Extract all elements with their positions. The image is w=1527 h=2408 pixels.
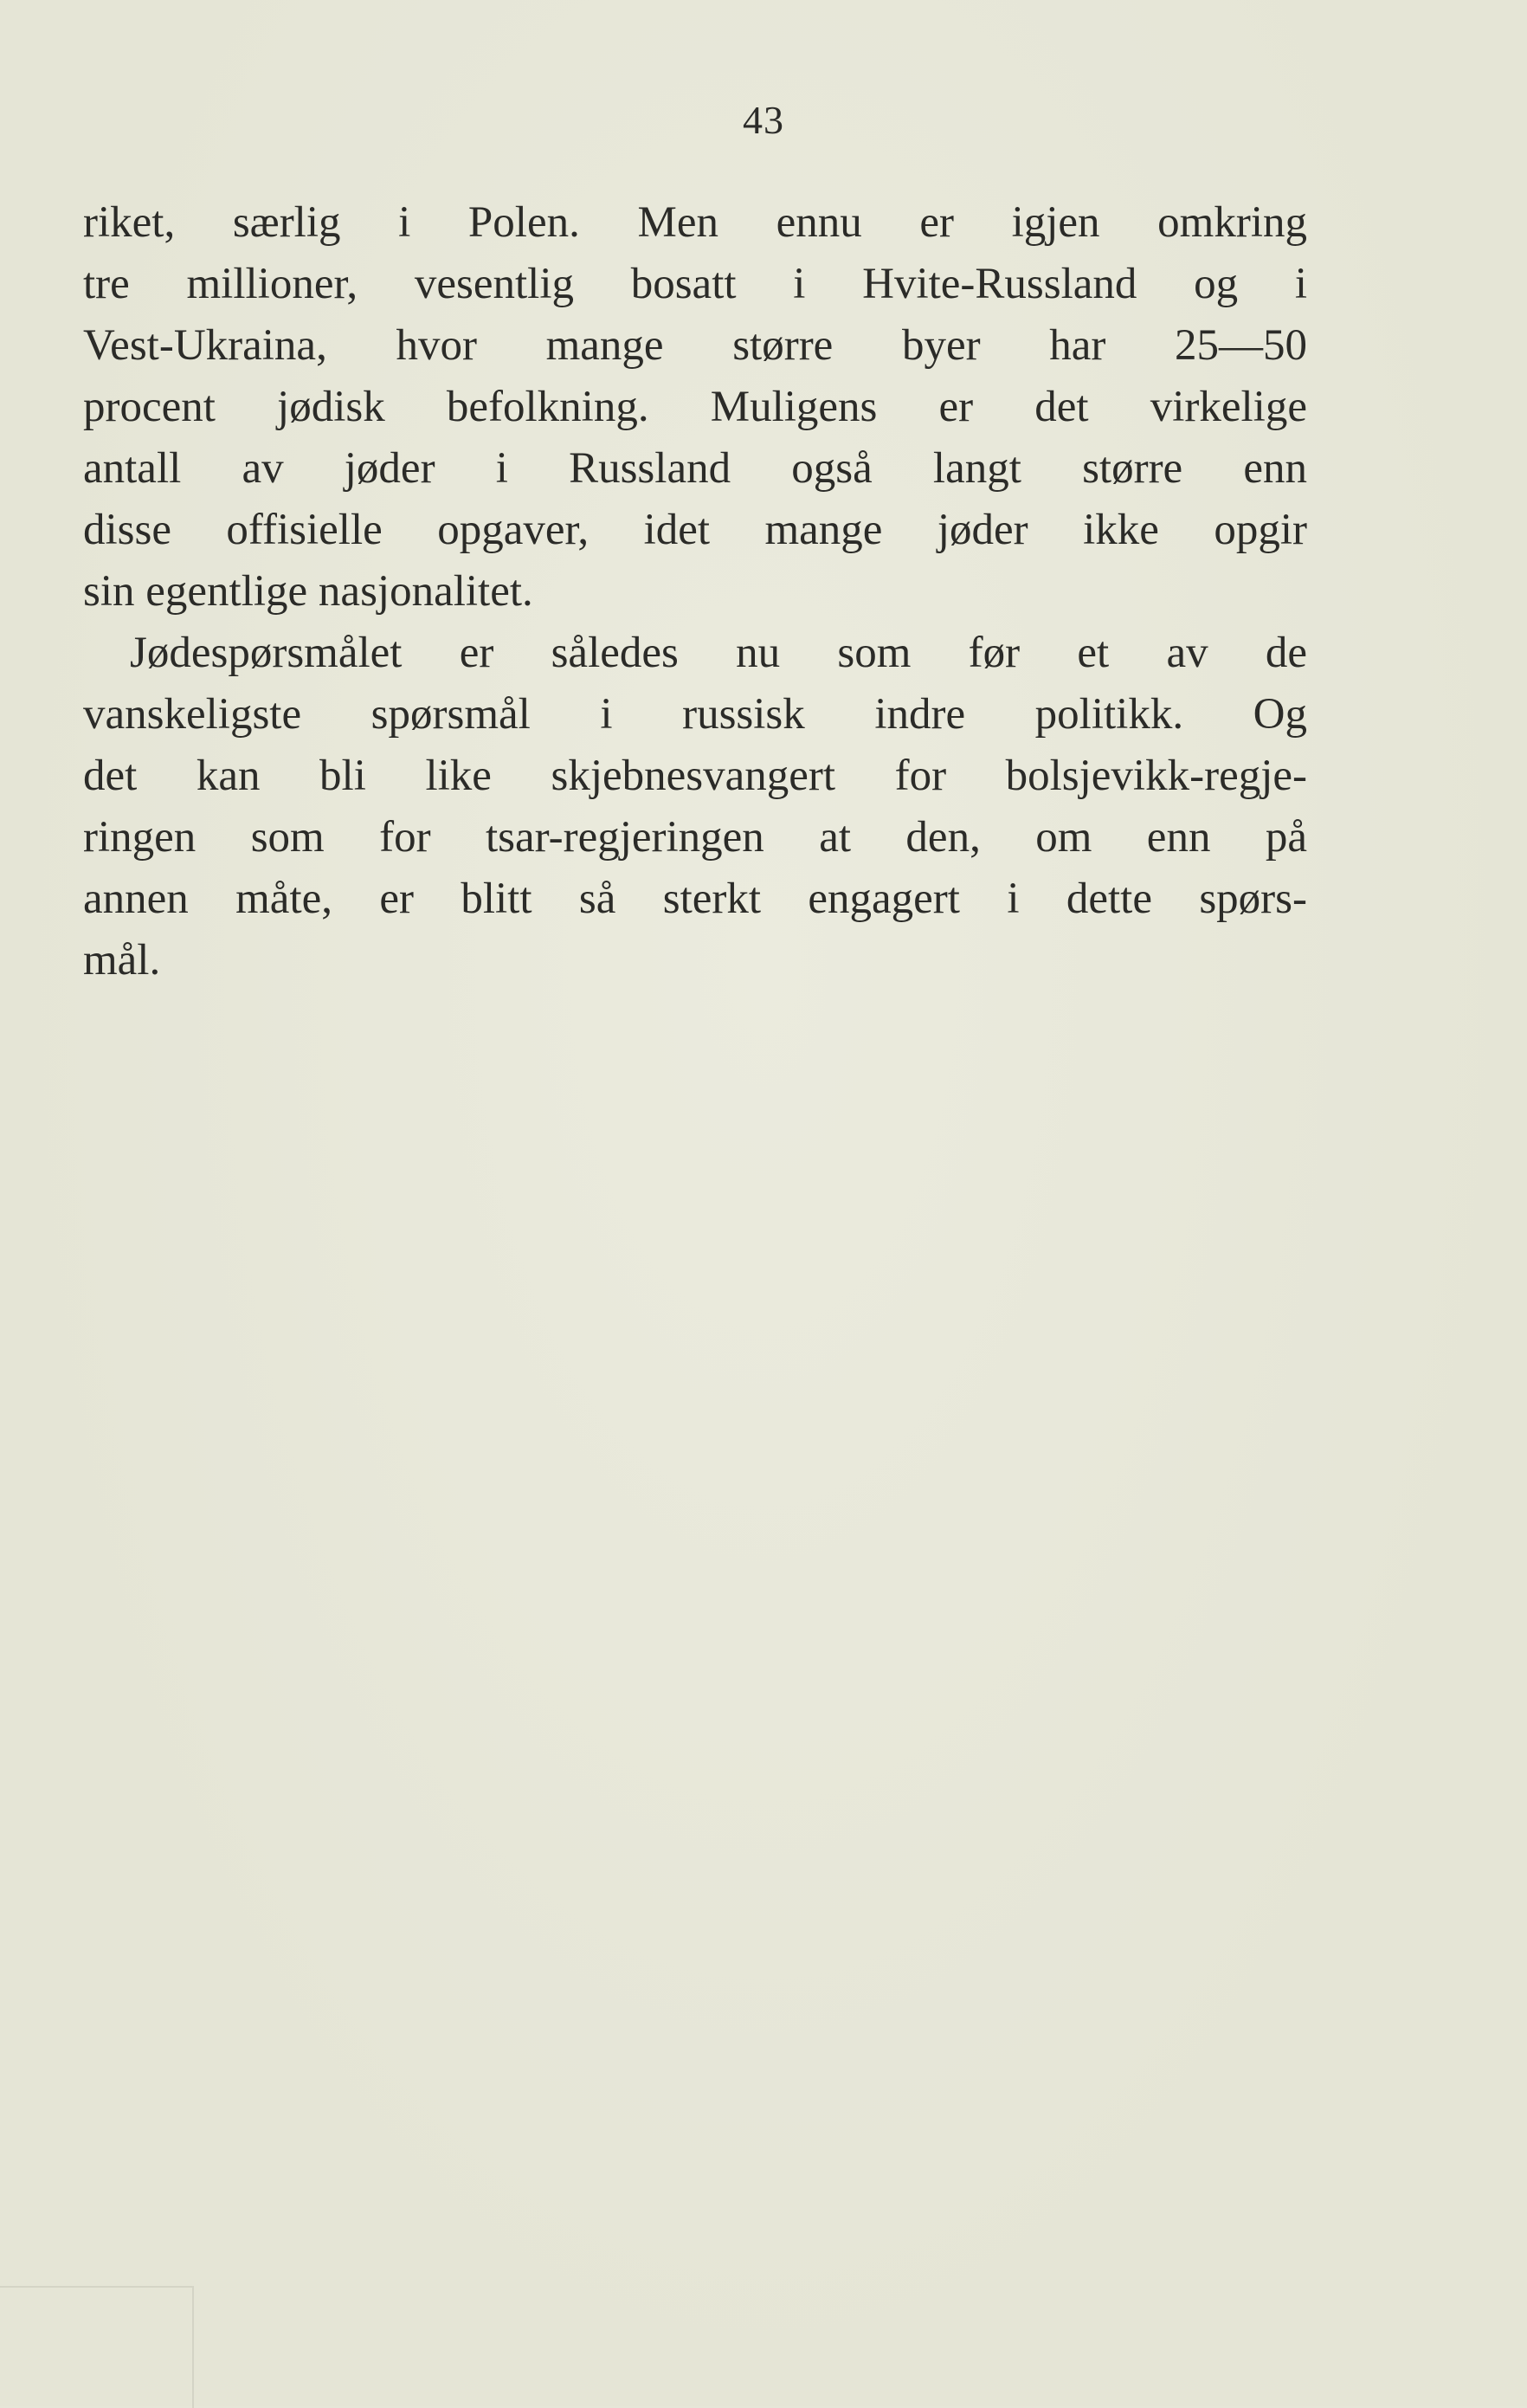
text-line: det kan bli like skjebnesvangert for bolsjevikk-regje- [83,752,1307,800]
scan-corner-mark [0,2286,194,2408]
text-line: annen måte, er blitt så sterkt engagert i dette spørs- [83,875,1307,923]
paragraph-end-line: sin egentlige nasjonalitet. [83,567,533,616]
text-line: ringen som for tsar-regjeringen at den, om enn på [83,813,1307,862]
paragraph-start-line: Jødespørsmålet er således nu som før et av de [130,629,1307,677]
text-line: vanskeligste spørsmål i russisk indre politikk. Og [83,690,1307,739]
text-line: Vest-Ukraina, hvor mange større byer har 25—50 [83,321,1307,370]
text-line: procent jødisk befolkning. Muligens er det virkelige [83,383,1307,431]
page-number: 43 [743,98,784,142]
text-line: disse offisielle opgaver, idet mange jøder ikke opgir [83,506,1307,554]
body-text [83,192,1307,991]
paragraph-end-line: mål. [83,936,161,985]
text-line: tre millioner, vesentlig bosatt i Hvite-Russland og i [83,260,1307,308]
text-line: riket, særlig i Polen. Men ennu er igjen omkring [83,198,1307,247]
text-line: antall av jøder i Russland også langt større enn [83,444,1307,493]
